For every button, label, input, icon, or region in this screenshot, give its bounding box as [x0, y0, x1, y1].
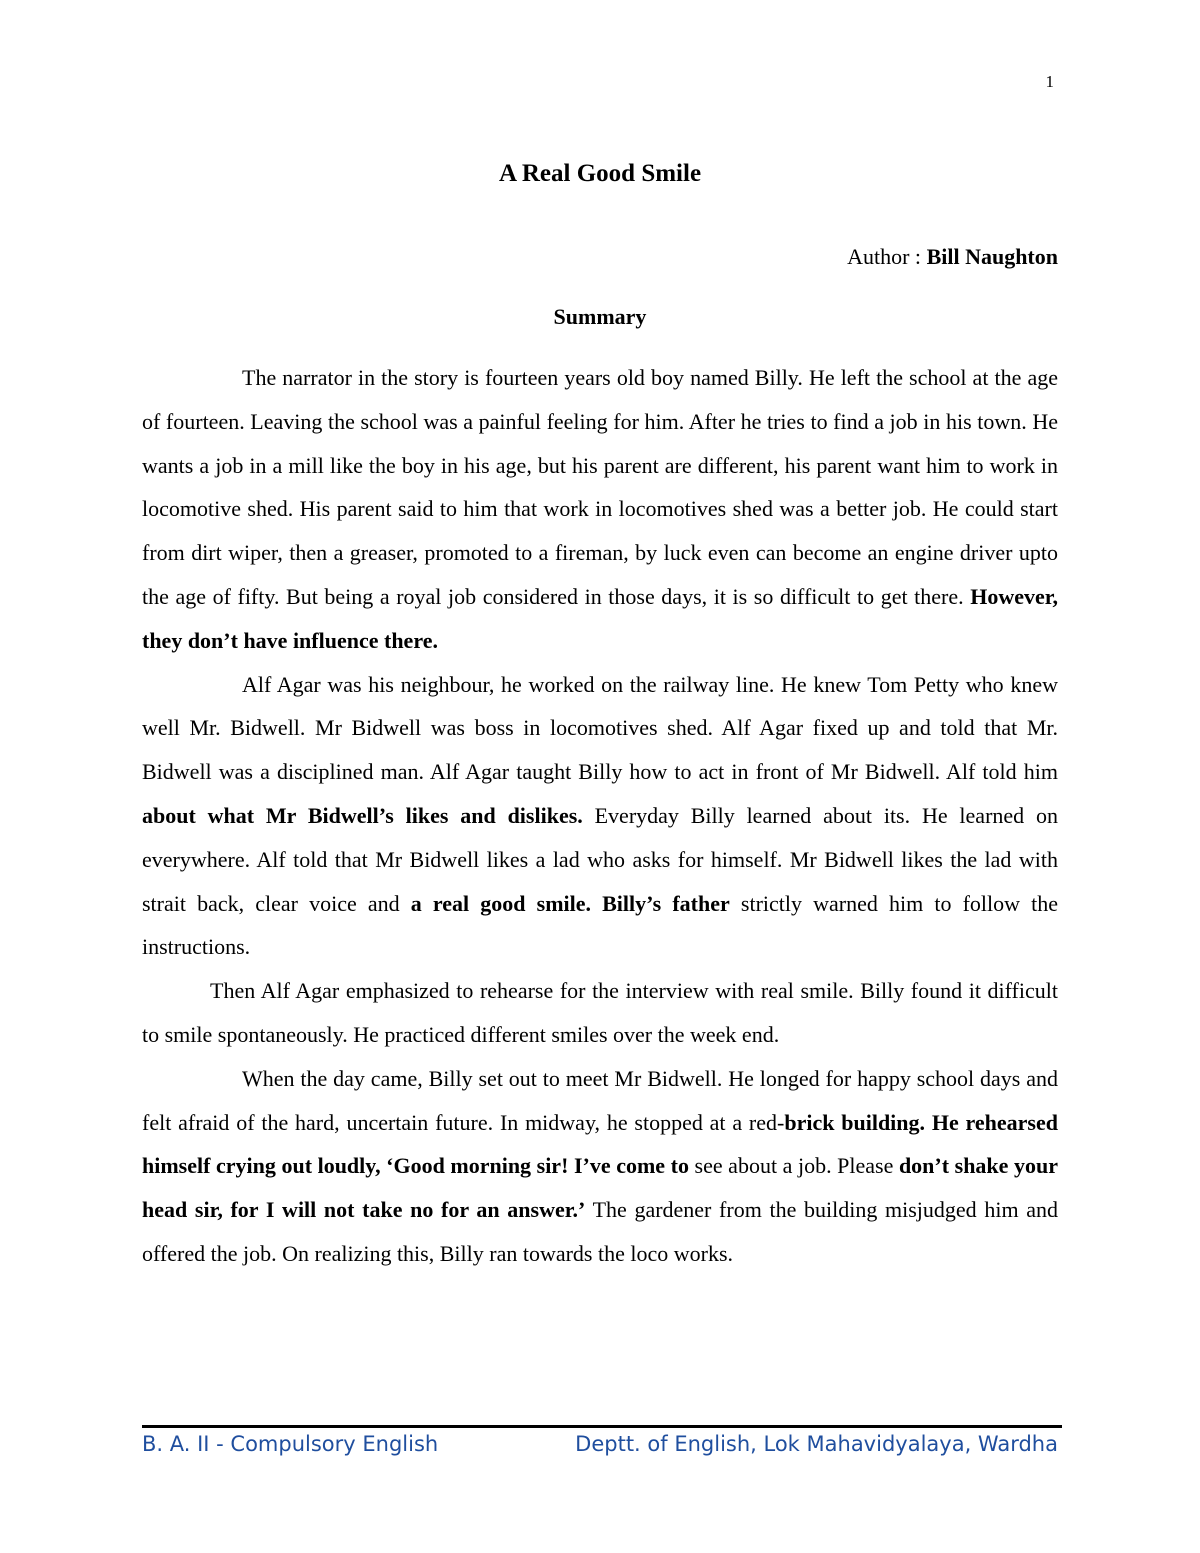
footer-course: B. A. II - Compulsory English [142, 1432, 439, 1456]
paragraph-4-text-3: The gardener from the building misjudged him and offered the job. On realizing this, Billy ran towards the loco works. [142, 1197, 1058, 1266]
summary-body [142, 356, 1058, 1276]
paragraph-2 [142, 663, 1058, 970]
paragraph-3 [142, 969, 1058, 1057]
paragraph-1 [142, 356, 1058, 663]
page-number: 1 [1045, 72, 1054, 91]
paragraph-3-text: Then Alf Agar emphasized to rehearse for the interview with real smile. Billy found it difficult to smile spontaneously. He practiced different smiles over the week end. [142, 978, 1058, 1047]
summary-heading: Summary [553, 304, 647, 329]
paragraph-4-text-1: When the day came, Billy set out to meet Mr Bidwell. He longed for happy school days and felt afraid of the hard, uncertain future. In midway, he stopped at a red- [142, 1065, 1058, 1135]
paragraph-1-text: The narrator in the story is fourteen years old boy named Billy. He left the school at the age of fourteen. Leaving the school was a painful feeling for him. After he tries to find a job in his town. He wants a job in a mill like the boy in his age, but his parent are different, his parent want him to work in locomotive shed. His parent said to him that work in locomotives shed was a better job. He could start from dirt wiper, then a greaser, promoted to a fireman, by luck even can become an engine driver upto the age of fifty. But being a royal job considered in those days, it is so difficult to get there. [142, 365, 1058, 609]
paragraph-2-text-2: Everyday Billy learned about its. He learned on everywhere. Alf told that Mr Bidwell likes a lad who asks for himself. Mr Bidwell likes the lad with strait back, clear voice and [142, 802, 1058, 916]
paragraph-4-bold-2: don’t shake your head sir, for I will not take no for an answer.’ [142, 1153, 1058, 1223]
paragraph-4-bold-1: brick building. He rehearsed himself crying out loudly, ‘Good morning sir! I’ve come to [142, 1109, 1058, 1179]
document-title: A Real Good Smile [498, 160, 702, 187]
footer-divider [142, 1425, 1062, 1428]
paragraph-2-text-3: strictly warned him to follow the instructions. [142, 890, 1059, 960]
author-label: Author : [847, 244, 927, 269]
author-name: Bill Naughton [926, 244, 1058, 269]
paragraph-2-bold-2: a real good smile. Billy’s father [410, 890, 730, 916]
author-line [847, 244, 1058, 270]
footer-department: Deptt. of English, Lok Mahavidyalaya, Wardha [575, 1432, 1058, 1456]
paragraph-2-bold-1: about what Mr Bidwell’s likes and dislikes. [142, 802, 583, 828]
paragraph-2-text-1: Alf Agar was his neighbour, he worked on the railway line. He knew Tom Petty who knew well Mr. Bidwell. Mr Bidwell was boss in locomotives shed. Alf Agar fixed up and told that Mr. Bidwell was a disciplined man. Alf Agar taught Billy how to act in front of Mr Bidwell. Alf told him [142, 671, 1058, 785]
paragraph-4-text-2: see about a job. Please [688, 1153, 899, 1179]
paragraph-4 [142, 1057, 1058, 1276]
paragraph-1-bold: However, they don’t have influence there. [142, 583, 1058, 653]
